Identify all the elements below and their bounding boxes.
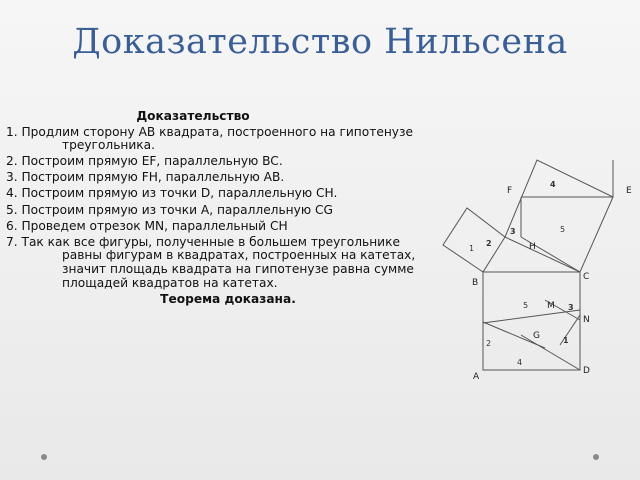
proof-step	[6, 171, 420, 185]
region-label: 3	[510, 227, 516, 236]
point-label-c: C	[583, 272, 590, 282]
region-label: 3	[568, 303, 574, 312]
step-number: 3.	[6, 170, 18, 185]
step-text: Продлим сторону АВ квадрата, построенного на гипотенузе треугольника.	[21, 124, 413, 153]
point-label-a: A	[473, 372, 480, 382]
proof-step	[6, 204, 420, 218]
step-number: 1.	[6, 124, 18, 139]
step-text: Построим прямую EF, параллельную BC.	[21, 154, 283, 169]
step-text: Построим прямую из точки А, параллельную CG	[21, 202, 333, 217]
step-number: 5.	[6, 202, 18, 217]
region-label: 5	[560, 225, 566, 234]
step-number: 6.	[6, 218, 18, 233]
region-label: 1	[469, 244, 475, 253]
region-label: 2	[486, 339, 492, 348]
point-label-b: B	[472, 278, 479, 288]
next-slide-dot[interactable]	[593, 454, 599, 460]
slide-content	[6, 110, 420, 306]
proof-step	[6, 126, 420, 153]
step-number: 2.	[6, 154, 18, 169]
small-leg-square	[443, 208, 505, 272]
prev-slide-dot[interactable]	[41, 454, 47, 460]
step-text: Построим прямую FH, параллельную AB.	[21, 170, 285, 185]
proof-step	[6, 220, 420, 234]
region-label: 5	[523, 301, 529, 310]
point-label-e: E	[626, 186, 632, 196]
slide-title: Доказательство Нильсена	[72, 22, 568, 62]
point-label-n: N	[583, 315, 590, 325]
diagram-labels	[472, 186, 632, 382]
proof-step	[6, 236, 420, 290]
point-label-f: F	[507, 186, 513, 196]
region-label: 1	[563, 336, 569, 345]
region-label: 4	[517, 358, 523, 367]
proof-step	[6, 187, 420, 201]
proof-steps	[6, 126, 420, 291]
diagram-lines	[443, 160, 613, 370]
region-label: 4	[550, 180, 556, 189]
point-label-d: D	[583, 366, 590, 376]
point-label-g: G	[533, 331, 540, 341]
nielsen-diagram	[440, 150, 640, 390]
point-label-h: H	[529, 242, 536, 252]
step-number: 7.	[6, 234, 18, 249]
point-label-m: M	[547, 301, 555, 311]
proof-step	[6, 155, 420, 169]
line-from-d	[521, 335, 580, 370]
proof-conclusion: Теорема доказана.	[160, 291, 296, 306]
proof-heading: Доказательство	[136, 109, 250, 123]
step-text: Проведем отрезок MN, параллельный CH	[21, 218, 288, 233]
step-text: Построим прямую из точки D, параллельную CH.	[21, 186, 338, 201]
step-text: Так как все фигуры, полученные в большем треугольнике равны фигурам в квадратах, построенных на катетах, значит площадь квадрата на гипотенузе равна сумме площадей квадратов на катетах.	[21, 234, 416, 290]
step-number: 4.	[6, 186, 18, 201]
region-label: 2	[486, 239, 492, 248]
